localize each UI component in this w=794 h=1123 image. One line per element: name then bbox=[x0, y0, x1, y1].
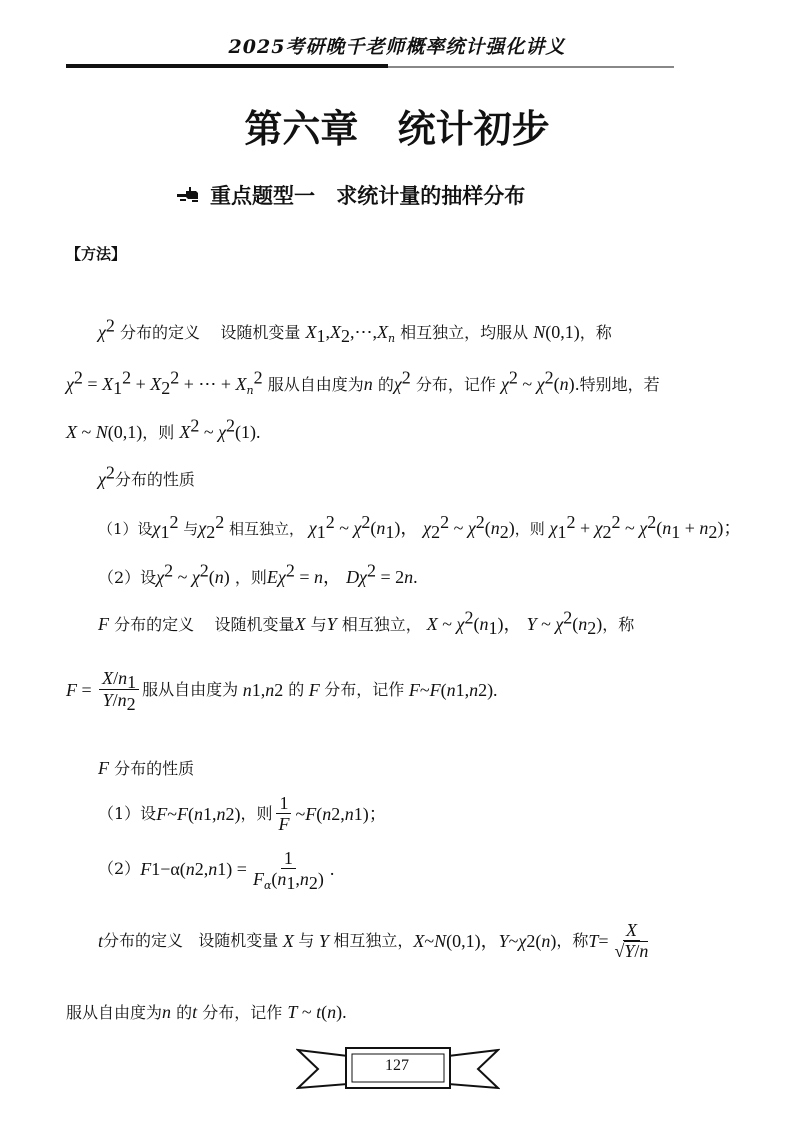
f-property-2: （2） F 1−α ( n 2 , n 1 ) = $\frac{1}{F_\alpha(n_1,n_2)}$ . bbox=[98, 848, 335, 894]
header-rule bbox=[66, 64, 388, 68]
page-number: 127 bbox=[385, 1057, 409, 1074]
running-header: 2025考研晚千老师概率统计强化讲义 bbox=[228, 36, 566, 58]
t-statistic-fraction: $\frac{X}{√Y/n}$ bbox=[614, 920, 649, 961]
t-definition-line-2: 服从自由度为n 的t 分布，记作 T ~ t(n). bbox=[66, 1002, 347, 1022]
chi2-property-2: （2）设$\chi^2$ ~ $\chi^2(n)$ ，则$E\chi^2 = n$， $D\chi^2 = 2n$. bbox=[98, 560, 418, 587]
section-title-text: 重点题型一 求统计量的抽样分布 bbox=[210, 183, 526, 208]
f-property-1: （1）设 F ~ F ( n 1 , n 2 ) ，则 $\frac{1}{F}$ ~ F ( n 2 , n 1 )； bbox=[98, 793, 387, 834]
method-tag: 【方法】 bbox=[66, 245, 127, 263]
chi2-definition-line-2: $\chi^2 = X_1^2 + X_2^2$ + ⋯ + $X_n^2$ 服从自由度为n 的$\chi^2$ 分布，记作 $\chi^2$ ~ $\chi^2(n)$.特别地，若 bbox=[66, 367, 660, 399]
pointing-hand-icon bbox=[176, 184, 200, 206]
chi2-definition-line-1: $\chi^2$ 分布的定义 设随机变量 $X_1,X_2,\cdots,X_n$ 相互独立，均服从 N(0,1)，称 bbox=[98, 315, 612, 347]
header-rule-thin bbox=[388, 66, 674, 68]
chi2-definition-line-3: X ~ N(0,1)，则 $X^2$ ~ $\chi^2(1)$. bbox=[66, 415, 261, 442]
f-statistic-fraction: $\frac{X/n_1}{Y/n_2}$ bbox=[99, 668, 139, 711]
chapter-title: 第六章 统计初步 bbox=[244, 106, 550, 151]
chi2-property-1: （1）设$\chi_1^2$ 与$\chi_2^2$ 相互独立， $\chi_1^2$ ~ $\chi^2(n_1)$， $\chi_2^2$ ~ $\chi^2(n_2)$，则 $\chi_1^2 + \chi_2^2$ ~ $\chi^2(n_1 + n_2)$； bbox=[98, 512, 742, 542]
f-definition-line-1: F 分布的定义 设随机变量X 与Y 相互独立， X ~ $\chi^2(n_1)$， Y ~ $\chi^2(n_2)$，称 bbox=[98, 607, 635, 639]
f-definition-line-2: F = $\frac{X/n_1}{Y/n_2}$ 服从自由度为 n 1 , n 2 的 F 分布，记作 F ~ F ( n 1 , n 2 ). bbox=[66, 668, 498, 715]
f-properties-heading: F 分布的性质 bbox=[98, 758, 195, 778]
section-title bbox=[176, 180, 525, 210]
t-definition-line-1: t 分布的定义 设随机变量 X 与 Y 相互独立， X ~ N (0,1)， Y ~ χ 2 ( n ) ，称 T = $\frac{X}{√Y/n}$ bbox=[98, 920, 654, 962]
chi2-properties-heading: $\chi^2$分布的性质 bbox=[98, 462, 195, 489]
